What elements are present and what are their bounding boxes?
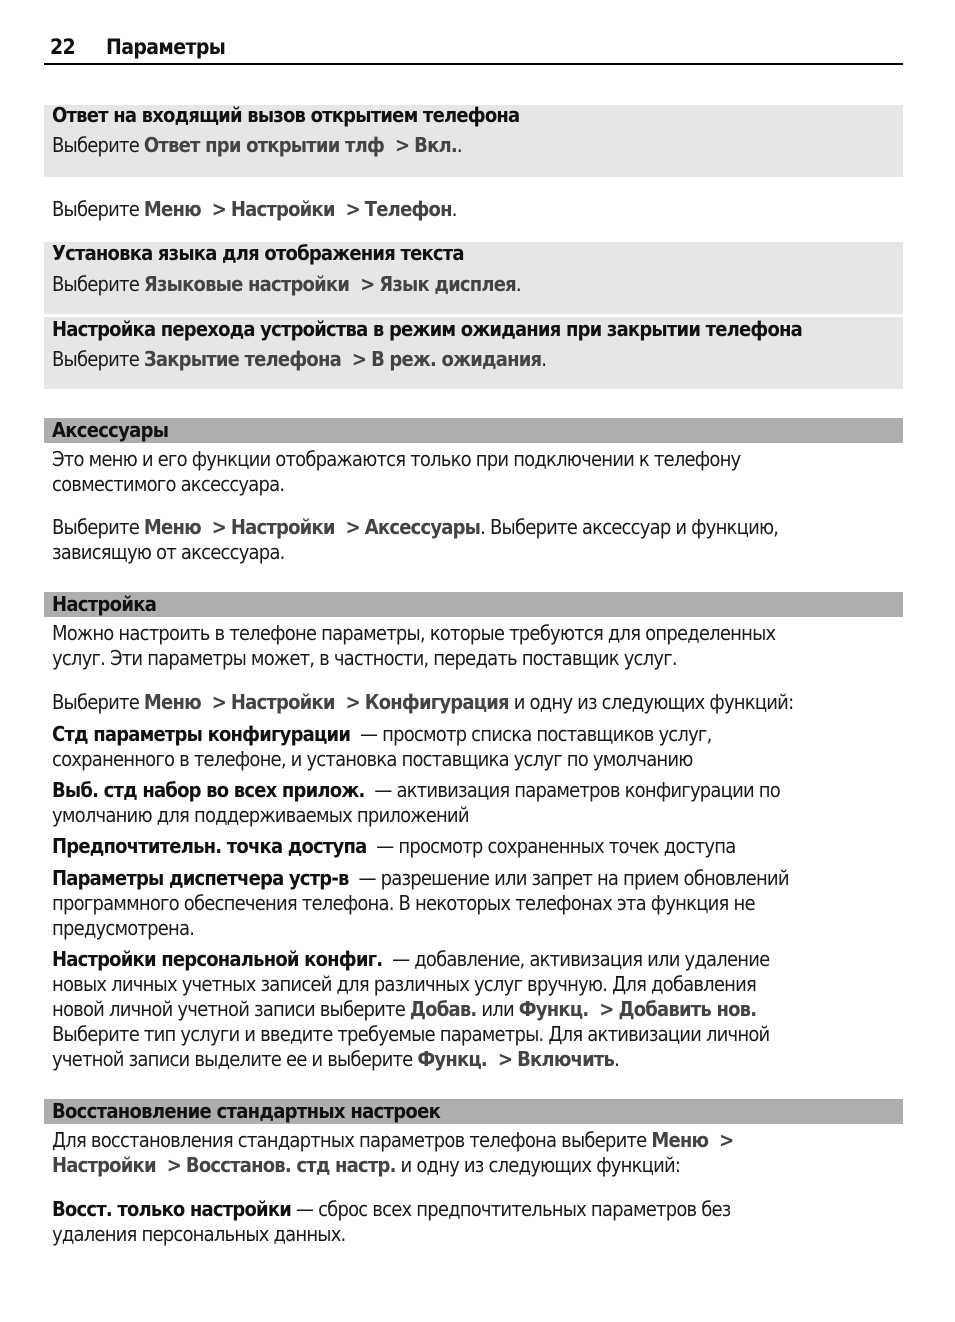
config-option: Стд параметры конфигурации — просмотр списка поставщиков услуг,	[52, 722, 712, 746]
accessories-instruction-cont: зависящую от аксессуара.	[52, 540, 285, 564]
configuration-intro-line: Можно настроить в телефоне параметры, которые требуются для определенных	[52, 621, 776, 645]
block-title: Настройка перехода устройства в режим ожидания при закрытии телефона	[52, 317, 803, 341]
option-term: Предпочтительн. точка доступа	[52, 834, 367, 858]
config-option: Параметры диспетчера устр-в — разрешение или запрет на прием обновлений	[52, 866, 789, 890]
configuration-intro-line: услуг. Эти параметры может, в частности, передать поставщик услуг.	[52, 646, 677, 670]
restore-instruction: Для восстановления стандартных параметров телефона выберите Меню >	[52, 1128, 734, 1152]
block-title: Установка языка для отображения текста	[52, 241, 464, 265]
display-language-block	[44, 242, 903, 314]
config-option-cont: предусмотрена.	[52, 916, 195, 940]
config-option-cont: умолчанию для поддерживаемых приложений	[52, 803, 469, 827]
menu-path-item: Ответ при открытии тлф	[143, 133, 385, 157]
standby-on-close-block	[44, 317, 903, 389]
page-title: Параметры	[106, 35, 226, 59]
answer-on-open-block	[44, 105, 903, 177]
config-option-cont: Выберите тип услуги и введите требуемые параметры. Для активизации личной	[52, 1022, 770, 1046]
section-heading-configuration: Настройка	[44, 592, 903, 617]
restore-option: Восст. только настройки — сброс всех предпочтительных параметров без	[52, 1197, 731, 1221]
block-instruction: Выберите Ответ при открытии тлф > Вкл..	[52, 133, 462, 157]
option-term: Выб. стд набор во всех прилож.	[52, 778, 365, 802]
config-option-cont: новых личных учетных записей для различных услуг вручную. Для добавления	[52, 972, 757, 996]
block-instruction: Выберите Закрытие телефона > В реж. ожидания.	[52, 347, 547, 371]
block-instruction: Выберите Языковые настройки > Язык дисплея.	[52, 272, 521, 296]
section-heading-restore: Восстановление стандартных настроек	[44, 1099, 903, 1124]
config-option-cont: учетной записи выделите ее и выберите Функц. > Включить.	[52, 1047, 620, 1071]
accessories-intro-line: совместимого аксессуара.	[52, 472, 285, 496]
accessories-instruction: Выберите Меню > Настройки > Аксессуары. Выберите аксессуар и функцию,	[52, 515, 779, 539]
config-option: Предпочтительн. точка доступа — просмотр сохраненных точек доступа	[52, 834, 736, 858]
page-number: 22	[50, 35, 76, 59]
block-title: Ответ на входящий вызов открытием телефона	[52, 103, 520, 127]
config-option-cont: программного обеспечения телефона. В некоторых телефонах эта функция не	[52, 891, 755, 915]
accessories-intro-line: Это меню и его функции отображаются только при подключении к телефону	[52, 447, 741, 471]
phone-menu-instruction: Выберите Меню > Настройки > Телефон.	[52, 197, 457, 221]
section-heading-accessories: Аксессуары	[44, 418, 903, 443]
config-option: Настройки персональной конфиг. — добавление, активизация или удаление	[52, 947, 770, 971]
config-option: Выб. стд набор во всех прилож. — активизация параметров конфигурации по	[52, 778, 780, 802]
config-option-cont: сохраненного в телефоне, и установка поставщика услуг по умолчанию	[52, 747, 693, 771]
restore-option-cont: удаления персональных данных.	[52, 1222, 346, 1246]
menu-path-item: Вкл.	[414, 133, 457, 157]
option-term: Параметры диспетчера устр-в	[52, 866, 349, 890]
configuration-instruction: Выберите Меню > Настройки > Конфигурация и одну из следующих функций:	[52, 690, 794, 714]
page-header	[44, 35, 903, 65]
option-term: Стд параметры конфигурации	[52, 722, 351, 746]
option-term: Восст. только настройки	[52, 1197, 292, 1221]
option-term: Настройки персональной конфиг.	[52, 947, 383, 971]
restore-instruction-cont: Настройки > Восстанов. стд настр. и одну из следующих функций:	[52, 1153, 681, 1177]
config-option-cont: новой личной учетной записи выберите Добав. или Функц. > Добавить нов.	[52, 997, 757, 1021]
